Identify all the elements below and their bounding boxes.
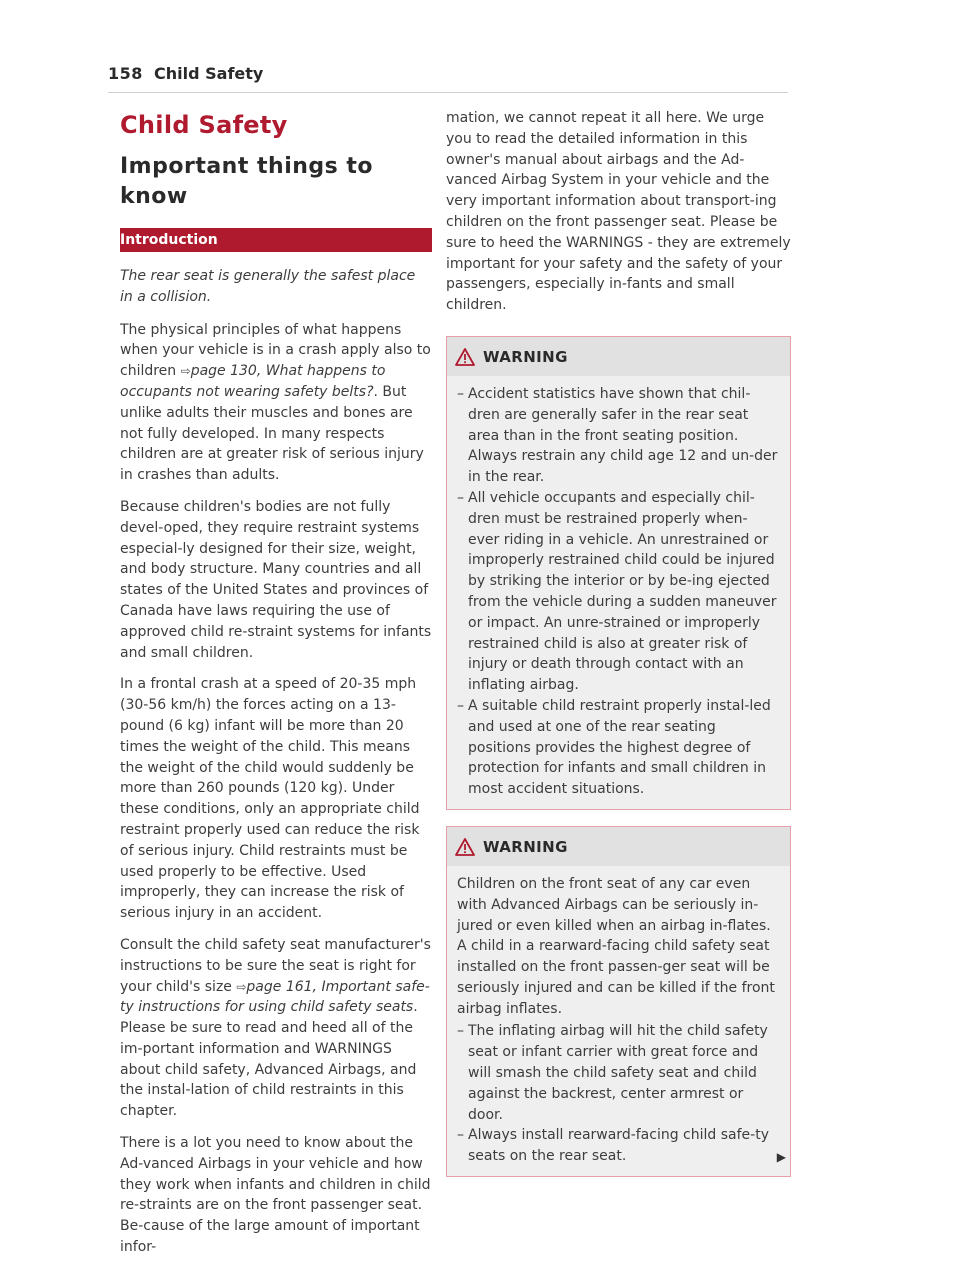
list-item [457, 1125, 778, 1167]
paragraph-1-text-end: . But unlike adults their muscles and bones are not fully developed. In many respects children are at greater risk of serious injury in crashes than adults. [120, 383, 424, 484]
paragraph-2: Because children's bodies are not fully devel-oped, they require restraint systems especial-ly designed for their size, weight, and body structure. Many countries and all states of the United States and provinces of Canada have laws requiring the use of approved child re-straint systems for infants and small children. [120, 498, 432, 661]
list-item-text: Accident statistics have shown that chil-dren are generally safer in the rear seat area than in the front seating position. Always restrain any child age 12 and un-der in the rear. [468, 385, 778, 486]
warning-body [447, 866, 790, 1176]
chapter-title: Child Safety [120, 111, 288, 139]
warning-header [447, 827, 790, 866]
arrow-right-icon: ⇨ [236, 979, 247, 994]
list-item [457, 1021, 778, 1125]
dash-bullet: – [457, 489, 464, 506]
paragraph-1 [120, 320, 432, 486]
dash-bullet: – [457, 385, 464, 402]
page-reference-link[interactable]: page 130, What happens to occupants not wearing safety belts? [120, 363, 386, 400]
warning-box-1 [446, 336, 791, 810]
warning-title: WARNING [483, 837, 568, 856]
list-item [457, 488, 778, 696]
right-column [446, 108, 791, 1191]
warning-list [457, 1021, 778, 1167]
dash-bullet: – [457, 1127, 464, 1144]
warning-triangle-icon [455, 838, 475, 856]
list-item-text: Always install rearward-facing child safe-ty seats on the rear seat. [468, 1127, 769, 1165]
left-column [120, 108, 432, 1269]
list-item [457, 384, 778, 488]
warning-intro: Children on the front seat of any car even with Advanced Airbags can be seriously in-jured or even killed when an airbag in-flates. A child in a rearward-facing child safety seat installed on the front passen-ger seat will be seriously injured and can be killed if the front airbag inflates. [457, 875, 775, 1017]
warning-header [447, 337, 790, 376]
paragraph-1-text: The physical principles of what happens when your vehicle is in a crash apply also to children [120, 321, 431, 380]
warning-body [447, 376, 790, 809]
paragraph-5: There is a lot you need to know about the Ad-vanced Airbags in your vehicle and how they work when infants and children in child re-straints are on the front passenger seat. Be-cause of the large amount of important infor- [120, 1135, 431, 1256]
continue-arrow-icon[interactable]: ▶ [776, 1150, 786, 1165]
page-number: 158 [108, 64, 143, 83]
warning-triangle-icon [455, 348, 475, 366]
paragraph-4-text-end: . Please be sure to read and heed all of the im-portant information and WARNINGS about child safety, Advanced Airbags, and the instal-lation of child restraints in this chapter. [120, 999, 418, 1120]
paragraph-4 [120, 935, 432, 1122]
list-item-text: The inflating airbag will hit the child safety seat or infant carrier with great force and will smash the child safety seat and child against the backrest, center armrest or door. [468, 1023, 768, 1123]
list-item-text: A suitable child restraint properly instal-led and used at one of the rear seating positions provides the highest degree of protection for infants and small children in most accident situations. [468, 697, 771, 798]
arrow-right-icon: ⇨ [180, 364, 191, 379]
warning-box-2 [446, 826, 791, 1177]
paragraph-3: In a frontal crash at a speed of 20-35 mph (30-56 km/h) the forces acting on a 13-pound (6 kg) infant will be more than 20 times the weight of the child. This means the weight of the child would suddenly be more than 260 pounds (120 kg). Under these conditions, only an appropriate child restraint properly used can reduce the risk of serious injury. Child restraints must be used properly to be effective. Used improperly, they can increase the risk of serious injury in an accident. [120, 676, 420, 922]
list-item-text: All vehicle occupants and especially chil-dren must be restrained properly when-ever riding in a vehicle. An unrestrained or improperly restrained child could be injured by striking the interior or by be-ing ejected from the vehicle during a sudden maneuver or impact. An unre-strained or improperly restrained child is also at greater risk of injury or death through contact with an inflating airbag. [468, 489, 777, 694]
lead-text: The rear seat is generally the safest place in a collision. [120, 268, 416, 305]
list-item [457, 696, 778, 800]
paragraph-4-text: Consult the child safety seat manufacturer's instructions to be sure the seat is right for your child's size [120, 936, 431, 995]
dash-bullet: – [457, 697, 464, 714]
page-reference-link[interactable]: page 161, Important safe-ty instructions for using child safety seats [120, 978, 430, 1016]
dash-bullet: – [457, 1023, 464, 1040]
paragraph-continued: mation, we cannot repeat it all here. We urge you to read the detailed information in this owner's manual about airbags and the Ad-vanced Airbag System in your vehicle and the very important information about transport-ing children on the front passenger seat. Please be sure to heed the WARNINGS - they are extremely important for your safety and the safety of your passengers, especially in-fants and small children. [446, 110, 791, 314]
warning-title: WARNING [483, 347, 568, 366]
introduction-label: Introduction [120, 232, 218, 248]
running-title: Child Safety [154, 64, 264, 83]
section-title: Important things to know [120, 154, 374, 209]
warning-list [457, 384, 778, 800]
page-header [108, 62, 788, 93]
introduction-bar [120, 228, 432, 252]
